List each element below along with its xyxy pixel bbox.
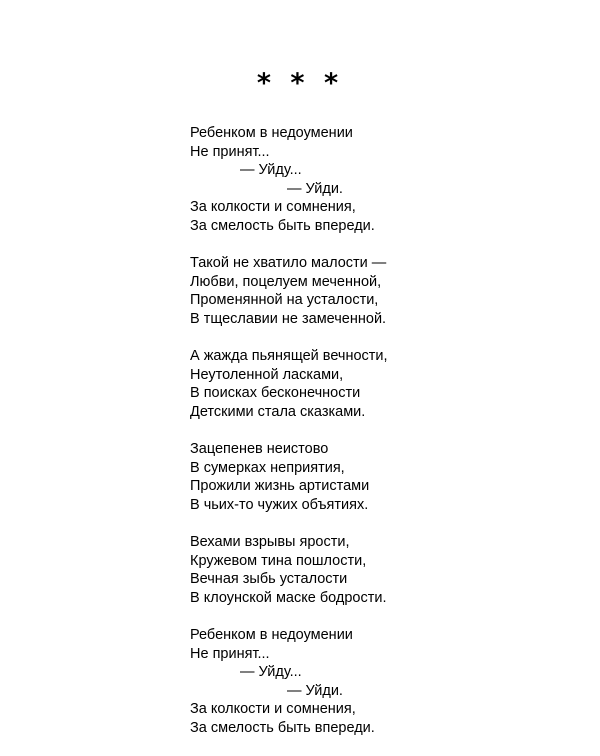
poem-line: За смелость быть впереди. [190,720,375,736]
poem-line: Не принят... [190,143,270,160]
poem-line: В клоунской маске бодрости. [190,589,387,606]
poem-line: Вечная зыбь усталости [190,571,348,588]
poem-line: А жажда пьянящей вечности, [190,348,388,365]
poem-line: Любви, поцелуем меченной, [190,273,382,290]
poem-line: Променянной на усталости, [190,292,379,309]
stanza-6 [190,626,388,738]
poem-line: Кружевом тина пошлости, [190,552,367,569]
poem-line: Вехами взрывы ярости, [190,534,350,551]
poem-line: За колкости и сомнения, [190,701,356,718]
poem-line: — Уйду... [240,664,302,681]
poem-line: Ребенком в недоумении [190,627,353,644]
poem-line: За смелость быть впереди. [190,217,375,234]
poem-title: * * * [256,68,344,99]
poem-line: Детскими стала сказками. [190,403,366,420]
poem-body [190,124,388,756]
stanza-4 [190,440,388,514]
poem-line: За колкости и сомнения, [190,199,356,216]
poem-line: В сумерках неприятия, [190,459,345,476]
poem-line: Неутоленной ласками, [190,366,344,383]
stanza-2 [190,254,388,328]
poem-line: — Уйди. [287,180,343,197]
poem-line: Такой не хватило малости — [190,255,387,272]
poem-line: Прожили жизнь артистами [190,478,370,495]
stanza-3 [190,347,388,421]
poem-line: — Уйду... [240,162,302,179]
stanza-5 [190,533,388,607]
poem-line: Не принят... [190,645,270,662]
stanza-1 [190,124,388,236]
poem-line: — Уйди. [287,682,343,699]
poem-line: Зацепенев неистово [190,441,329,458]
poem-line: В тщеславии не замеченной. [190,310,387,327]
poem-line: Ребенком в недоумении [190,125,353,141]
poem-line: В поисках бесконечности [190,385,361,402]
poem-line: В чьих-то чужих объятиях. [190,496,369,513]
